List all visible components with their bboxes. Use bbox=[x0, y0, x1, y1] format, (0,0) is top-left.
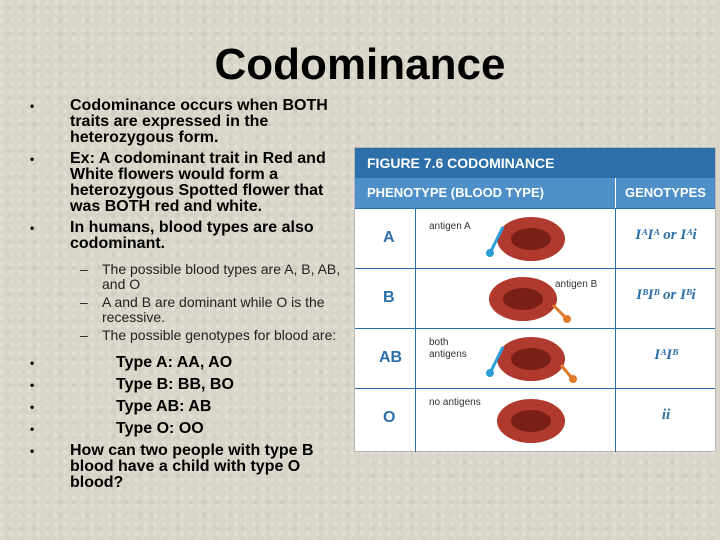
bullet-text: How can two people with type B blood have a child with type O blood? bbox=[70, 441, 314, 491]
bullet-question bbox=[30, 443, 350, 491]
row-divider bbox=[415, 329, 416, 388]
sub-bullet-types bbox=[30, 262, 350, 291]
bullet-example bbox=[30, 151, 350, 215]
genotype-line-o bbox=[30, 421, 350, 437]
genotype-value: ii bbox=[661, 407, 671, 423]
antigen-label: both antigens bbox=[429, 337, 467, 360]
bullet-dot-icon: • bbox=[30, 443, 35, 458]
blood-type-label: A bbox=[383, 229, 395, 246]
blood-type-label: B bbox=[383, 289, 395, 306]
row-divider bbox=[615, 389, 616, 452]
bullet-text: Ex: A codominant trait in Red and White flowers would form a heterozygous Spotted flower that was BOTH red and white. bbox=[70, 150, 326, 215]
bullet-definition bbox=[30, 98, 350, 146]
antigen-label: antigen A bbox=[429, 221, 471, 232]
column-divider bbox=[615, 178, 616, 208]
bullet-bold-term: Codominance bbox=[70, 97, 176, 114]
bullet-dot-icon: • bbox=[30, 152, 35, 166]
genotype-text: Type B: BB, BO bbox=[116, 375, 234, 393]
codominance-figure bbox=[354, 147, 716, 452]
bullet-dot-icon: • bbox=[30, 221, 35, 235]
bullet-dot-icon: • bbox=[30, 377, 35, 392]
blood-type-row bbox=[355, 268, 715, 328]
genotype-value: IᴬIᴬ or Iᴬi bbox=[635, 227, 697, 243]
bullet-dot-icon: • bbox=[30, 355, 35, 370]
bullet-text: In humans, blood types are also codominant. bbox=[70, 219, 314, 252]
blood-type-label: O bbox=[383, 409, 396, 426]
antigen-label: antigen B bbox=[555, 279, 598, 290]
figure-heading: FIGURE 7.6 CODOMINANCE bbox=[355, 148, 715, 178]
red-blood-cell-icon bbox=[473, 213, 583, 265]
genotype-line-ab bbox=[30, 399, 350, 415]
sub-bullet-text: The possible genotypes for blood are: bbox=[102, 327, 337, 343]
dash-icon: – bbox=[80, 294, 88, 310]
dash-icon: – bbox=[80, 327, 88, 343]
genotype-text: Type AB: AB bbox=[116, 397, 212, 415]
slide-title: Codominance bbox=[214, 40, 506, 89]
bullet-list bbox=[30, 98, 350, 496]
row-divider bbox=[615, 209, 616, 268]
phenotype-column-header: PHENOTYPE (BLOOD TYPE) bbox=[367, 185, 544, 200]
genotype-text: Type O: OO bbox=[116, 419, 204, 437]
row-divider bbox=[615, 269, 616, 328]
bullet-dot-icon: • bbox=[30, 399, 35, 414]
blood-type-row bbox=[355, 328, 715, 388]
red-blood-cell-icon bbox=[473, 333, 583, 385]
genotype-line-b bbox=[30, 377, 350, 393]
sub-bullet-text: The possible blood types are A, B, AB, and O bbox=[102, 261, 341, 292]
row-divider bbox=[415, 269, 416, 328]
genotype-value: IᴮIᴮ or Iᴮi bbox=[636, 287, 696, 303]
antigen-label: no antigens bbox=[429, 397, 481, 408]
genotypes-column-header: GENOTYPES bbox=[625, 185, 706, 200]
blood-type-label: AB bbox=[379, 349, 403, 366]
row-divider bbox=[415, 389, 416, 452]
blood-type-row bbox=[355, 388, 715, 452]
sub-bullet-dominance bbox=[30, 295, 350, 324]
bullet-humans bbox=[30, 220, 350, 252]
bullet-text: occurs when BOTH traits are expressed in the heterozygous form. bbox=[70, 97, 328, 146]
figure-column-headers bbox=[355, 178, 715, 208]
dash-icon: – bbox=[80, 261, 88, 277]
blood-type-row bbox=[355, 208, 715, 268]
sub-bullet-text: A and B are dominant while O is the recessive. bbox=[102, 294, 325, 325]
bullet-dot-icon: • bbox=[30, 99, 35, 113]
row-divider bbox=[415, 209, 416, 268]
genotype-value: IᴬIᴮ bbox=[654, 347, 678, 363]
row-divider bbox=[615, 329, 616, 388]
red-blood-cell-icon bbox=[473, 393, 583, 449]
sub-bullet-genotypes bbox=[30, 328, 350, 343]
genotype-line-a bbox=[30, 355, 350, 371]
genotype-text: Type A: AA, AO bbox=[116, 353, 233, 371]
bullet-dot-icon: • bbox=[30, 421, 35, 436]
